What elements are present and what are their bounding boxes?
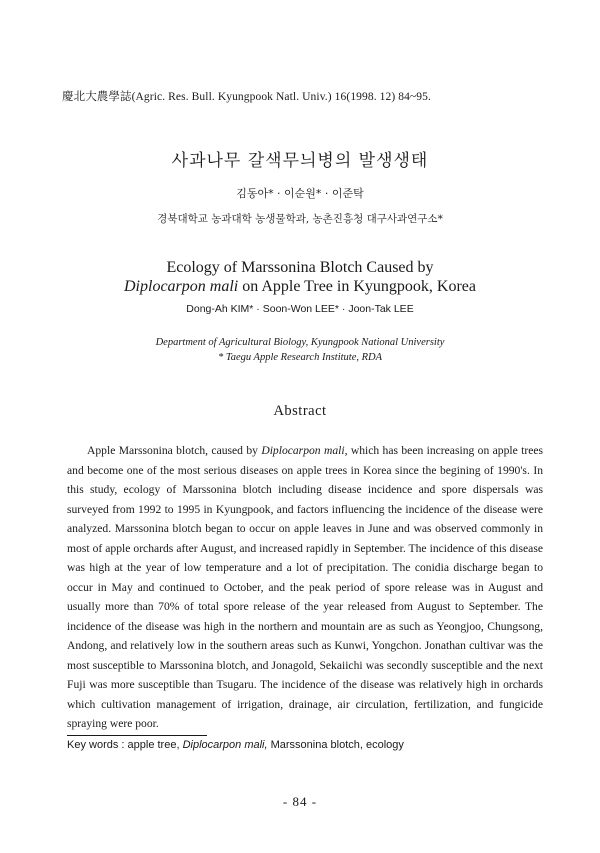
abstract-text-rest: which has been increasing on apple trees and become one of the most serious diseases on apple trees in Korea since the begining of 1990's. In this study, ecology of Marssonina blotch including disease incidence and spore dispersals was surveyed from 1992 to 1995 in Kyungpook, and factors influencing the incidence of the disease were analyzed. Marssonina blotch began to occur on apple leaves in June and was observed commonly in most of apple orchards after August, and increased rapidly in September. The incidence of this disease was high at the year of low temperature and a lot of precipitation. The conidia discharge began to occur in May and continued to October, and the peak period of spore release was in August and usually more than 70% of total spore release of the year released from August to September. The incidence of the disease was high in the northern and mountain are as such as Yeongjoo, Chungsong, Andong, and relatively low in the southern areas such as Kunwi, Yongchon. Jonathan cultivar was the most susceptible to Marssonina blotch, and Jonagold, Sekaiichi was secondly susceptible and the next Fuji was more susceptible than Tsugaru. The incidence of the disease was relatively high in orchards which cultivation management of irrigation, drainage, air circulation, fertilization, and fungicide spraying were poor. [67, 444, 543, 730]
english-title-part1: Ecology of Marssonina Blotch Caused by [166, 259, 434, 276]
page-number: - 84 - [282, 794, 318, 809]
journal-citation: 慶北大農學誌(Agric. Res. Bull. Kyungpook Natl. Univ.) 16(1998. 12) 84~95. [62, 91, 431, 103]
affiliation-line-2: * Taegu Apple Research Institute, RDA [217, 352, 383, 363]
english-title-species: Diplocarpon mali [124, 278, 239, 295]
keywords [67, 739, 543, 751]
english-affiliation [0, 335, 600, 365]
english-title-part2: on Apple Tree in Kyungpook, Korea [238, 278, 476, 295]
english-title [0, 258, 600, 296]
footnote-divider [67, 735, 207, 736]
keywords-rest: Marssonina blotch, ecology [267, 739, 404, 751]
korean-affiliation: 경북대학교 농과대학 농생물학과, 농촌진흥청 대구사과연구소* [157, 213, 443, 225]
abstract-heading: Abstract [273, 403, 327, 419]
affiliation-line-1: Department of Agricultural Biology, Kyungpook National University [155, 337, 445, 348]
keywords-species: Diplocarpon mali, [182, 739, 268, 751]
korean-title: 사과나무 갈색무늬병의 발생생태 [171, 151, 429, 171]
english-authors: Dong-Ah KIM* · Soon-Won LEE* · Joon-Tak LEE [186, 303, 414, 315]
abstract-body [67, 441, 543, 734]
abstract-species-name: Diplocarpon mali, [261, 444, 348, 457]
korean-authors: 김동아* · 이순원* · 이준탁 [236, 187, 364, 200]
abstract-text-start: Apple Marssonina blotch, caused by [87, 444, 262, 457]
keywords-label: Key words : apple tree, [67, 739, 183, 751]
